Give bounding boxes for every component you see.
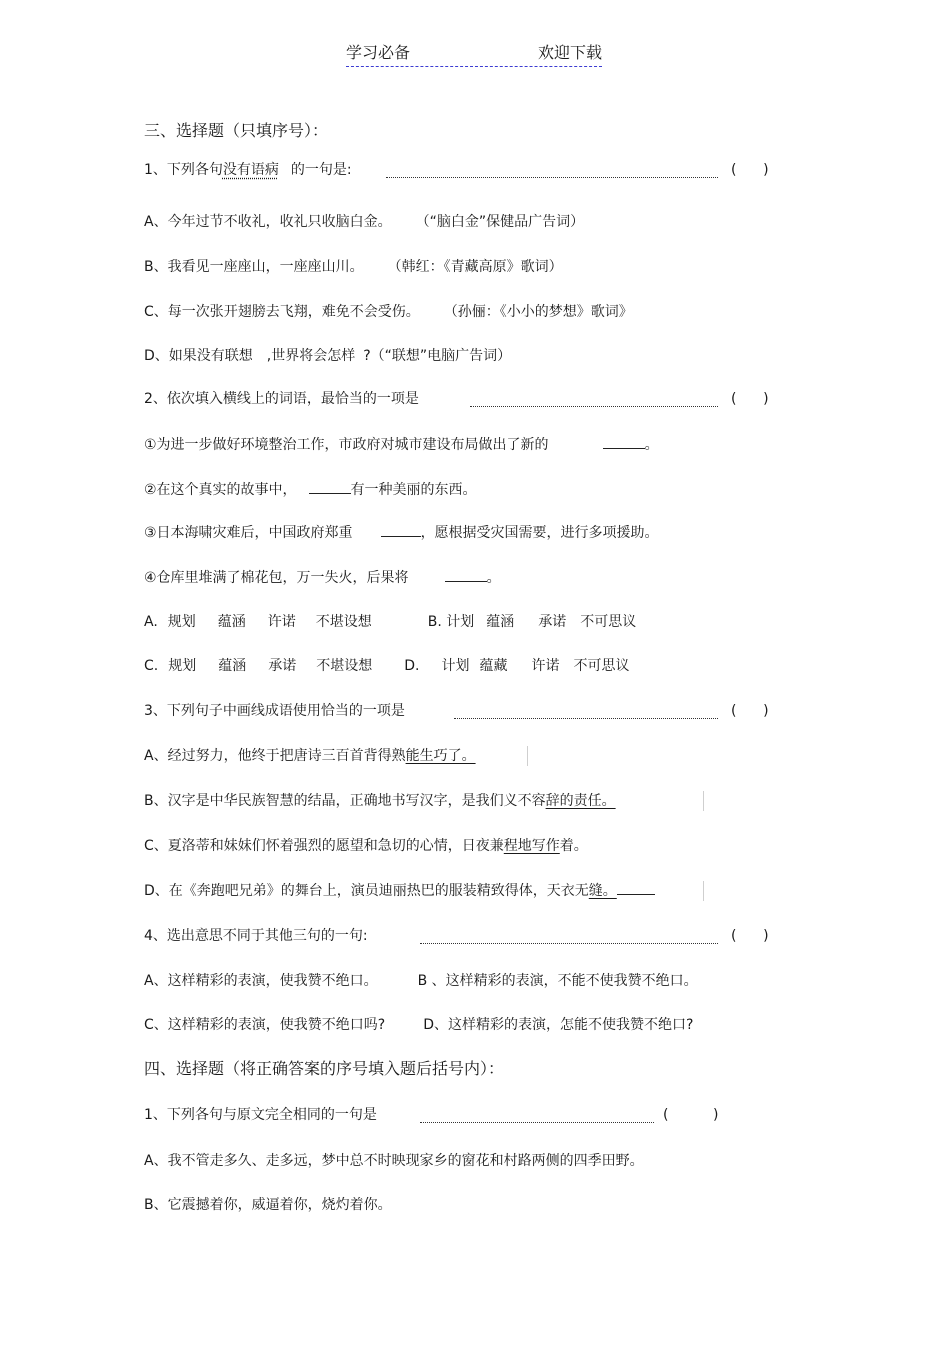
margin-bar [527,746,528,766]
q1-dotted-line [386,177,718,178]
q1-stem: 1、下列各句没有语病 的一句是: [144,162,352,178]
q4-dotted-line [420,943,718,944]
q3-stem: 3、下列句子中画线成语使用恰当的一项是 [144,703,405,719]
header-right: 欢迎下载 [537,43,602,62]
q2-choices-row-1: A. 规划 蕴涵 许诺 不堪设想 B. 计划 蕴涵 承诺 不可思议 [144,614,637,630]
q2-stem: 2、依次填入横线上的词语，最恰当的一项是 [144,391,419,407]
q3-option-a: A、经过努力，他终于把唐诗三百首背得熟能生巧了。 [144,748,476,764]
q4-stem: 4、选出意思不同于其他三句的一句: [144,928,368,944]
q1-answer-paren[interactable]: ( ) [731,162,769,178]
margin-bar [703,881,704,901]
margin-bar [703,791,704,811]
q1-option-b: B、我看见一座座山，一座座山川。 （韩红：《青藏高原》歌词） [144,259,563,275]
q2-dotted-line [470,406,718,407]
q1-option-a: A、今年过节不收礼，收礼只收脑白金。 （“脑白金”保健品广告词） [144,214,585,230]
q4-option-d: D、这样精彩的表演，怎能不使我赞不绝口? [423,1017,694,1033]
q4-row-1 [144,971,698,991]
underlined-idiom: 能生巧了。 [405,748,476,764]
s4-q1-option-a: A、我不管走多久、走多远，梦中总不时映现家乡的窗花和村路两侧的四季田野。 [144,1153,644,1169]
q1-emphasis: 没有语病 [222,162,279,178]
s4-q1-option-b: B、它震撼着你，威逼着你，烧灼着你。 [144,1197,392,1213]
q4-option-c: C、这样精彩的表演，使我赞不绝口吗? [144,1017,386,1033]
underline-extension [617,882,655,895]
s4-q1-stem: 1、下列各句与原文完全相同的一句是 [144,1107,377,1123]
q3-dotted-line [454,718,718,719]
fill-blank[interactable] [603,434,645,449]
section-4-title: 四、选择题（将正确答案的序号填入题后括号内）： [144,1059,505,1078]
s4-q1-dotted-line [420,1122,654,1123]
fill-blank[interactable] [309,479,351,494]
q4-answer-paren[interactable]: ( ) [731,928,769,944]
underlined-idiom: 缝。 [588,883,617,899]
q2-item-4: ④仓库里堆满了棉花包，万一失火，后果将 。 [144,567,501,588]
q1-option-c: C、每一次张开翅膀去飞翔，难免不会受伤。 （孙俪：《小小的梦想》歌词》 [144,304,633,320]
page-header [346,40,602,67]
fill-blank[interactable] [381,522,421,537]
section-3-title: 三、选择题（只填序号）： [144,121,329,140]
q2-item-3: ③日本海啸灾难后，中国政府郑重 ，愿根据受灾国需要，进行多项援助。 [144,522,659,543]
fill-blank[interactable] [445,567,487,582]
q4-option-a: A、这样精彩的表演，使我赞不绝口。 [144,973,378,989]
q2-answer-paren[interactable]: ( ) [731,391,769,407]
q1-option-d: D、如果没有联想 ,世界将会怎样 ?（“联想”电脑广告词） [144,348,512,364]
q4-option-b: B 、这样精彩的表演，不能不使我赞不绝口。 [417,973,698,989]
s4-q1-answer-paren[interactable]: ( ) [663,1107,719,1123]
q3-option-c: C、夏洛蒂和妹妹们怀着强烈的愿望和急切的心情，日夜兼程地写作着。 [144,838,588,854]
q3-option-d: D、在《奔跑吧兄弟》的舞台上，演员迪丽热巴的服装精致得体，天衣无缝。 [144,881,655,901]
q3-answer-paren[interactable]: ( ) [731,703,769,719]
q4-row-2 [144,1015,693,1035]
q2-item-2: ②在这个真实的故事中， 有一种美丽的东西。 [144,479,477,500]
underlined-idiom: 辞的责任。 [545,793,616,809]
underlined-idiom: 程地写作 [503,838,560,854]
q2-item-1: ①为进一步做好环境整治工作，市政府对城市建设布局做出了新的 。 [144,434,659,455]
header-left: 学习必备 [346,43,411,62]
q3-option-b: B、汉字是中华民族智慧的结晶，正确地书写汉字，是我们义不容辞的责任。 [144,793,616,809]
q2-choices-row-2: C. 规划 蕴涵 承诺 不堪设想 D. 计划 蕴藏 许诺 不可思议 [144,658,630,674]
